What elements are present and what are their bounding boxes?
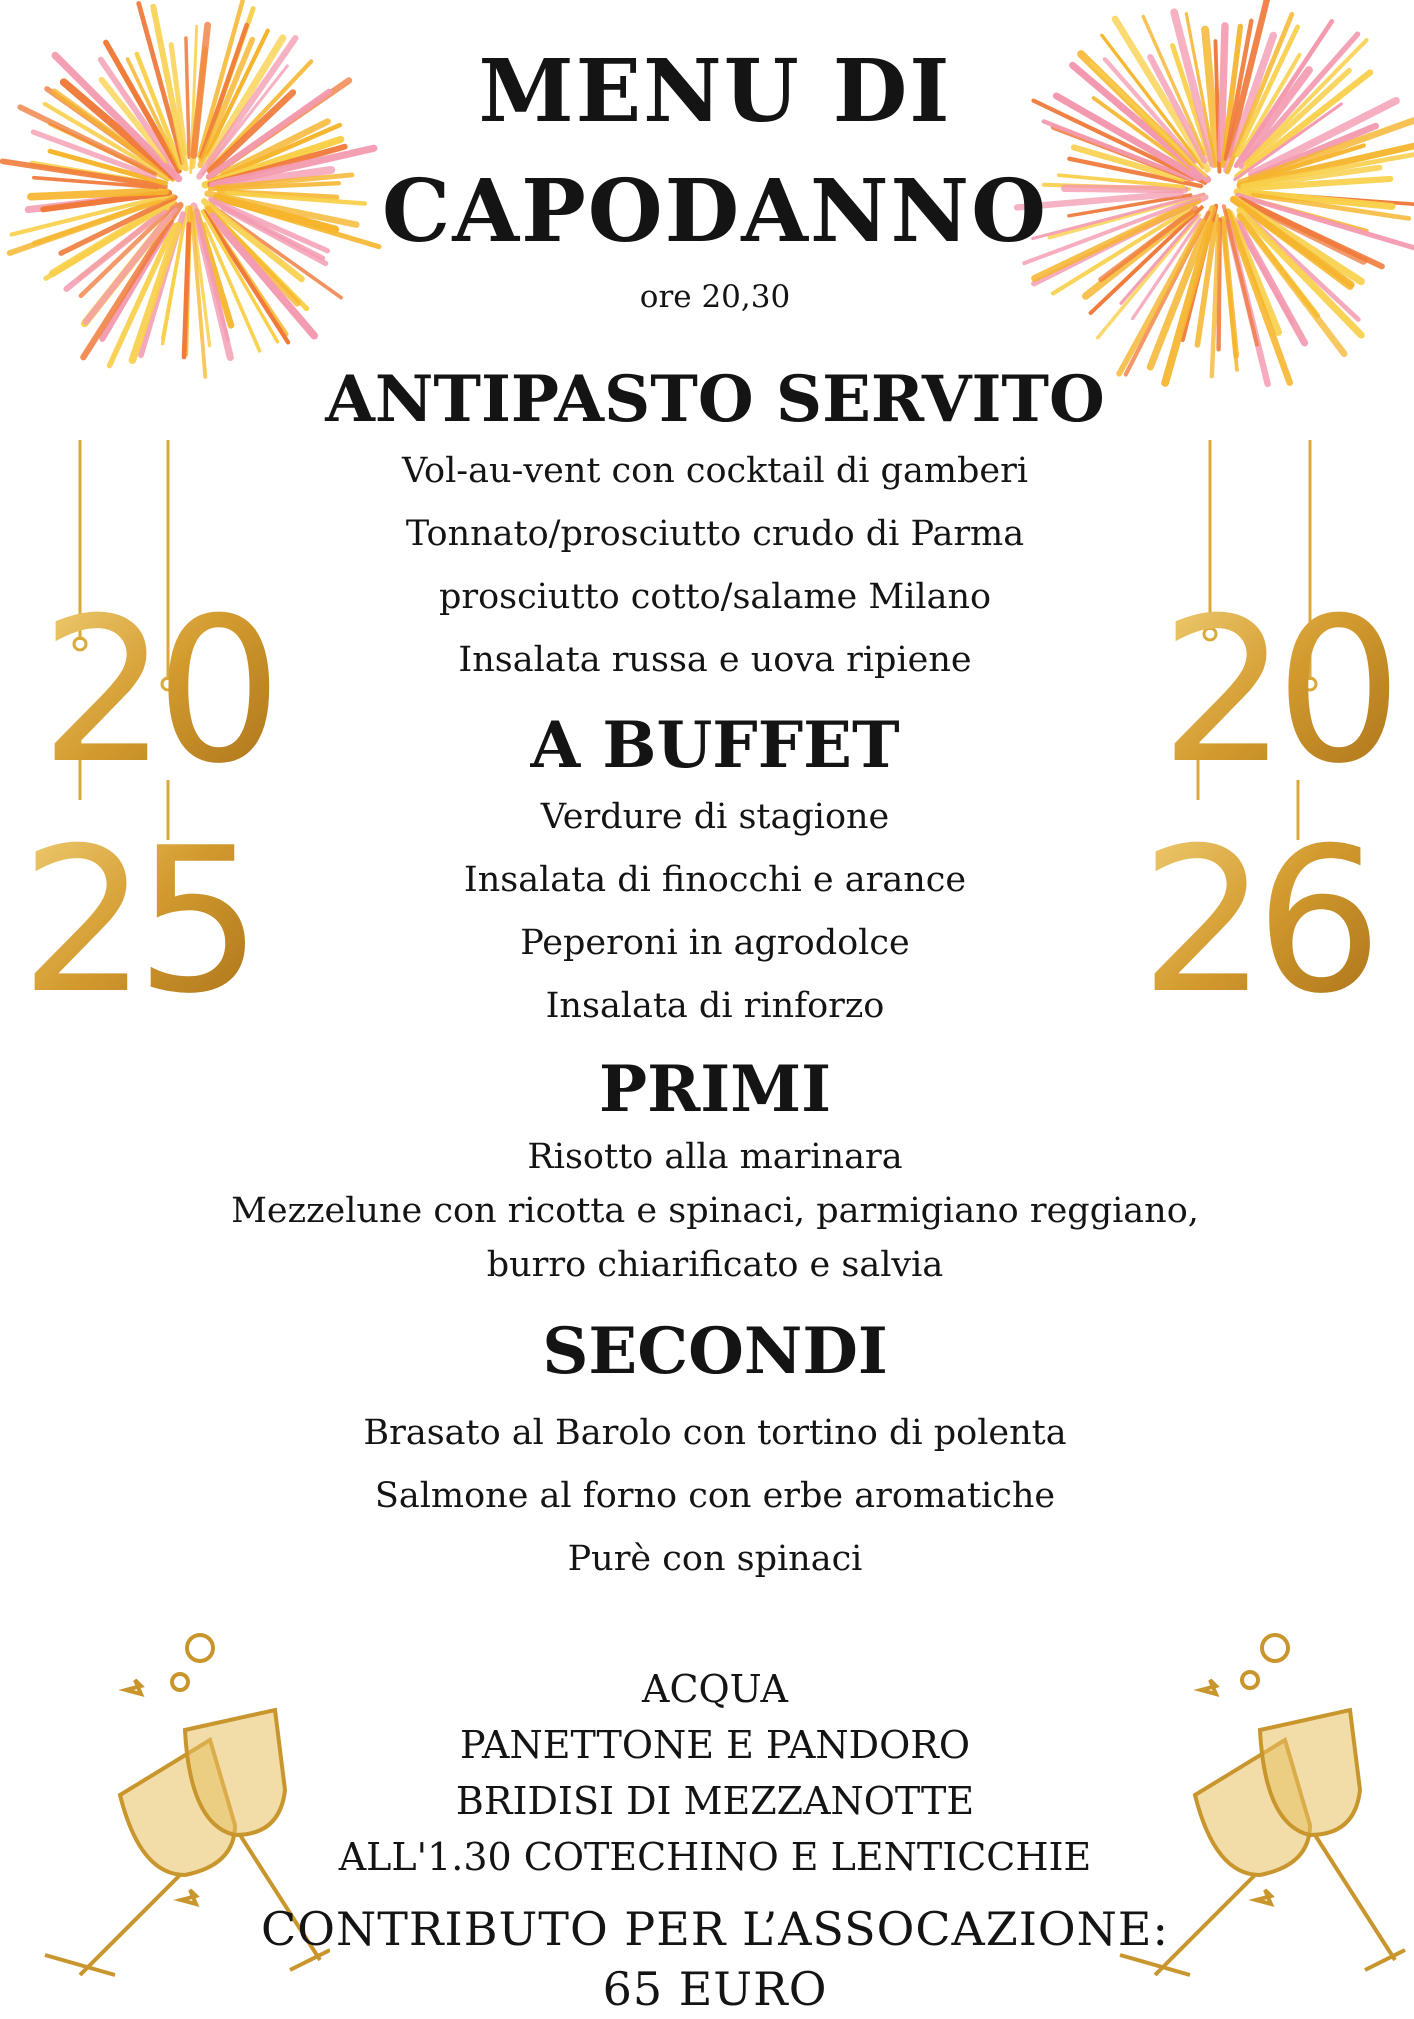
- section-antipasto: [230, 360, 1200, 692]
- extras-list: [230, 1661, 1200, 1885]
- section-secondi: [230, 1312, 1200, 1591]
- menu-item: Brasato al Barolo con tortino di polenta: [363, 1413, 1067, 1453]
- year-digits-top: 20: [40, 575, 271, 808]
- menu-item: Insalata di rinforzo: [545, 986, 885, 1026]
- section-title: PRIMI: [598, 1052, 832, 1127]
- extra-item: PANETTONE E PANDORO: [459, 1723, 971, 1767]
- event-time: ore 20,30: [639, 279, 791, 315]
- section-title: ANTIPASTO SERVITO: [325, 362, 1105, 437]
- menu-item: burro chiarificato e salvia: [486, 1245, 944, 1285]
- year-digits-bottom: 26: [1140, 805, 1371, 1020]
- extra-item: ALL'1.30 COTECHINO E LENTICCHIE: [338, 1835, 1092, 1879]
- menu-item: Purè con spinaci: [567, 1539, 863, 1579]
- year-digits-top: 20: [1160, 575, 1391, 808]
- menu-title: MENU DI CAPODANNO: [381, 41, 1049, 262]
- menu-item: Tonnato/prosciutto crudo di Parma: [405, 514, 1025, 554]
- section-buffet: [230, 706, 1200, 1038]
- menu-item: Vol-au-vent con cocktail di gamberi: [401, 451, 1029, 491]
- extra-item: BRIDISI DI MEZZANOTTE: [455, 1779, 975, 1823]
- menu-content: [230, 20, 1200, 2019]
- menu-item: Insalata russa e uova ripiene: [458, 640, 972, 680]
- menu-item: Mezzelune con ricotta e spinaci, parmigiano reggiano,: [231, 1191, 1199, 1231]
- year-digits-bottom: 25: [20, 805, 251, 1020]
- extra-item: ACQUA: [642, 1667, 788, 1711]
- menu-item: prosciutto cotto/salame Milano: [438, 577, 992, 617]
- section-title: SECONDI: [542, 1314, 888, 1389]
- menu-item: Insalata di finocchi e arance: [463, 860, 967, 900]
- menu-item: Peperoni in agrodolce: [520, 923, 910, 963]
- menu-item: Verdure di stagione: [540, 797, 890, 837]
- section-primi: [230, 1050, 1200, 1292]
- contribution-price: CONTRIBUTO PER L’ASSOCAZIONE: 65 EURO: [261, 1902, 1169, 2016]
- menu-item: Risotto alla marinara: [527, 1137, 903, 1177]
- section-title: A BUFFET: [530, 708, 900, 783]
- firework-spark: [186, 38, 189, 157]
- menu-item: Salmone al forno con erbe aromatiche: [374, 1476, 1056, 1516]
